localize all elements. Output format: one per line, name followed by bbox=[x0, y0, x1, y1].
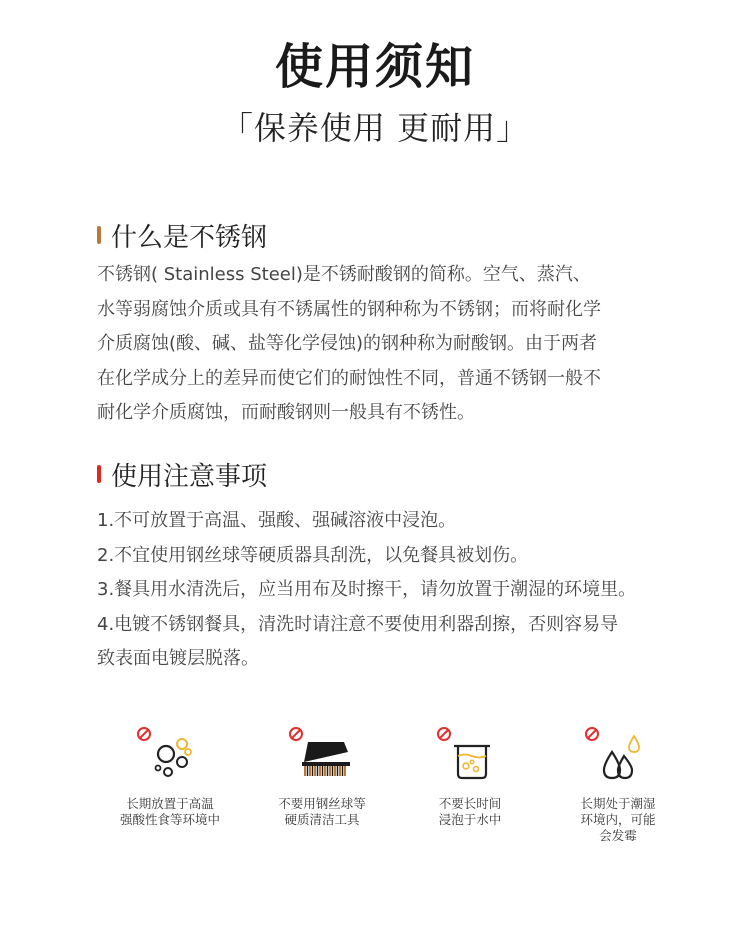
caption-line: 不要长时间 bbox=[438, 796, 502, 811]
list-item: 1.不可放置于高温、强酸、强碱溶液中浸泡。 bbox=[97, 510, 457, 531]
warning-caption bbox=[95, 796, 245, 828]
stainless-description bbox=[97, 258, 667, 431]
precautions-list bbox=[97, 504, 667, 677]
list-item: 3.餐具用水清洗后，应当用布及时擦干，请勿放置于潮湿的环境里。 bbox=[97, 579, 637, 600]
warning-item-soaking bbox=[395, 722, 545, 828]
caption-line: 长期处于潮湿 bbox=[580, 796, 656, 811]
section-heading-stainless bbox=[97, 219, 267, 251]
caption-line: 强酸性食等环境中 bbox=[119, 812, 220, 827]
caption-line: 长期放置于高温 bbox=[126, 796, 214, 811]
warning-item-humidity bbox=[543, 722, 693, 844]
caption-line: 浸泡于水中 bbox=[438, 812, 502, 827]
section-marker bbox=[97, 226, 101, 244]
bubbles-icon bbox=[130, 722, 210, 782]
warning-item-high-temp bbox=[95, 722, 245, 828]
section-marker bbox=[97, 465, 101, 483]
paragraph-line: 耐化学介质腐蚀，而耐酸钢则一般具有不锈性。 bbox=[97, 402, 475, 423]
caption-line: 环境内，可能 bbox=[580, 812, 656, 827]
caption-line: 不要用钢丝球等 bbox=[278, 796, 366, 811]
list-item: 致表面电镀层脱落。 bbox=[97, 648, 259, 669]
warning-caption bbox=[543, 796, 693, 844]
list-item: 2.不宜使用钢丝球等硬质器具刮洗，以免餐具被划伤。 bbox=[97, 544, 529, 566]
warning-caption bbox=[395, 796, 545, 828]
paragraph-line: 水等弱腐蚀介质或具有不锈属性的钢种称为不锈钢；而将耐化学 bbox=[97, 298, 601, 320]
page-subtitle: 「保养使用 更耐用」 bbox=[220, 109, 530, 147]
paragraph-line: 在化学成分上的差异而使它们的耐蚀性不同，普通不锈钢一般不 bbox=[97, 367, 601, 389]
paragraph-line: 不锈钢( Stainless Steel)是不锈耐酸钢的简称。空气、蒸汽、 bbox=[97, 264, 591, 285]
warning-icons-row bbox=[95, 722, 695, 852]
paragraph-line: 介质腐蚀(酸、碱、盐等化学侵蚀)的钢种称为耐酸钢。由于两者 bbox=[97, 333, 598, 354]
section-heading-label: 使用注意事项 bbox=[111, 461, 268, 492]
moisture-drops-icon bbox=[578, 722, 658, 782]
warning-caption bbox=[247, 796, 397, 828]
brush-icon bbox=[282, 722, 362, 782]
warning-item-steel-wool bbox=[247, 722, 397, 828]
soak-pot-icon bbox=[430, 722, 510, 782]
caption-line: 硬质清洁工具 bbox=[284, 812, 360, 827]
section-heading-precautions bbox=[97, 458, 267, 490]
section-heading-label: 什么是不锈钢 bbox=[111, 222, 268, 253]
caption-line: 会发霉 bbox=[599, 828, 637, 843]
list-item: 4.电镀不锈钢餐具，清洗时请注意不要使用利器刮擦，否则容易导 bbox=[97, 613, 619, 635]
page-title: 使用须知 bbox=[274, 39, 475, 95]
